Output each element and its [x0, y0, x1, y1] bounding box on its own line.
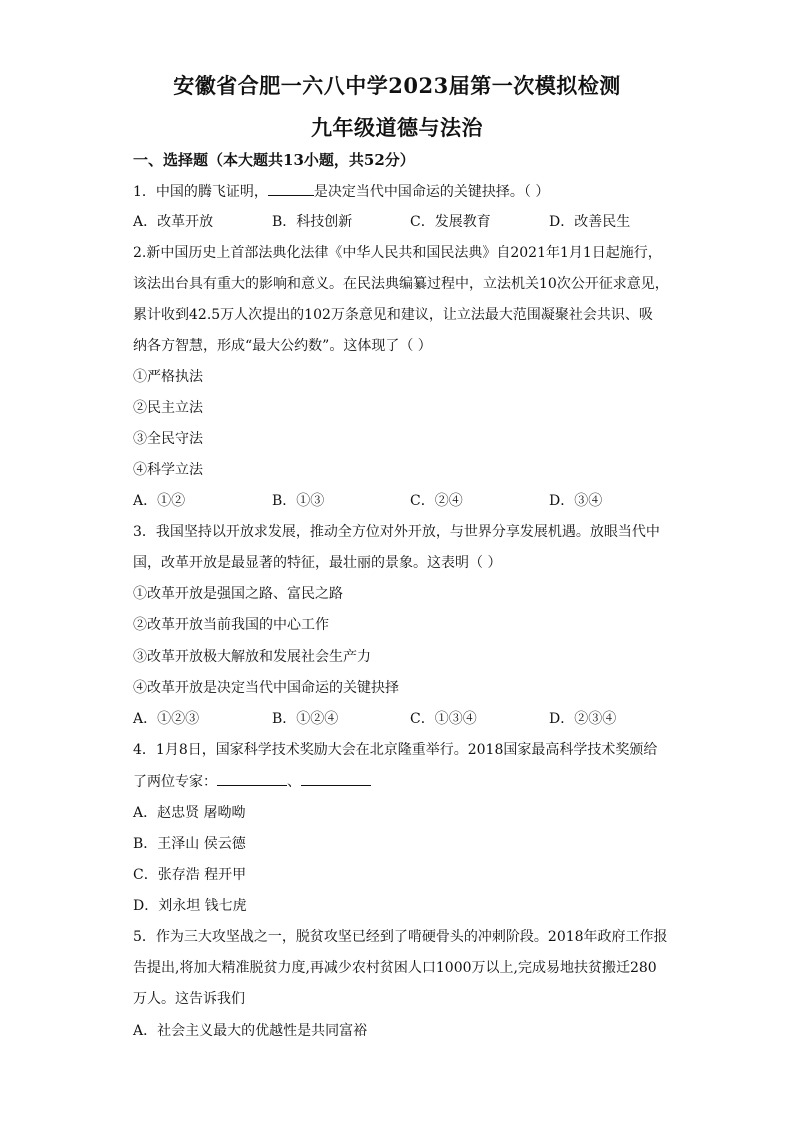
question-5-line: 5．作为三大攻坚战之一，脱贫攻坚已经到了啃硬骨头的冲刺阶段。2018年政府工作报 [133, 929, 668, 945]
question-3-line: 3．我国坚持以开放求发展，推动全方位对外开放，与世界分享发展机遇。放眼当代中 [133, 524, 660, 540]
q5-option-a: A．社会主义最大的优越性是共同富裕 [133, 1023, 368, 1039]
q2-option-a: A．①② [133, 493, 186, 509]
q1-option-d: D．改善民生 [549, 214, 631, 230]
q3-item: ②改革开放当前我国的中心工作 [133, 617, 329, 633]
q1-option-c: C．发展教育 [410, 214, 491, 230]
question-2-line: 纳各方智慧，形成“最大公约数”。这体现了（ ） [133, 338, 432, 354]
question-3-line: 国，改革开放是最显著的特征，最壮丽的景象。这表明（ ） [133, 555, 502, 571]
question-2-line: 2.新中国历史上首部法典化法律《中华人民共和国民法典》自2021年1月1日起施行， [133, 245, 662, 261]
q4-option-d: D．刘永坦 钱七虎 [133, 898, 247, 914]
q2-item: ④科学立法 [133, 462, 203, 478]
section-heading: 一、选择题（本大题共13小题，共52分） [133, 151, 415, 169]
q4-option-a: A．赵忠贤 屠呦呦 [133, 805, 246, 821]
q1-option-a: A．改革开放 [133, 214, 214, 230]
exam-title: 安徽省合肥一六八中学2023届第一次模拟检测 [173, 73, 621, 98]
q3-item: ①改革开放是强国之路、富民之路 [133, 586, 343, 602]
question-2-line: 累计收到42.5万人次提出的102万条意见和建议，让立法最大范围凝聚社会共识、吸 [133, 307, 653, 323]
question-5-line: 万人。这告诉我们 [133, 991, 245, 1007]
q3-option-b: B．①②④ [272, 711, 339, 727]
q2-item: ①严格执法 [133, 369, 203, 385]
q3-item: ④改革开放是决定当代中国命运的关键抉择 [133, 680, 399, 696]
answer-blank [217, 771, 287, 786]
q2-item: ③全民守法 [133, 431, 203, 447]
question-4-line: 了两位专家： 、 [133, 771, 371, 792]
exam-subtitle: 九年级道德与法治 [311, 115, 483, 140]
q2-option-b: B．①③ [272, 493, 325, 509]
q2-option-d: D．③④ [549, 493, 603, 509]
q4-option-b: B．王泽山 侯云德 [133, 836, 246, 852]
q2-item: ②民主立法 [133, 400, 203, 416]
q3-option-d: D．②③④ [549, 711, 617, 727]
question-4-line: 4．1月8日，国家科学技术奖励大会在北京隆重举行。2018国家最高科学技术奖颁给 [133, 742, 658, 758]
question-1-stem: 1．中国的腾飞证明， 是决定当代中国命运的关键抉择。（ ） [133, 181, 549, 202]
q3-item: ③改革开放极大解放和发展社会生产力 [133, 649, 371, 665]
answer-blank [301, 771, 371, 786]
question-5-line: 告提出,将加大精准脱贫力度,再减少农村贫困人口1000万以上,完成易地扶贫搬迁280 [133, 960, 657, 976]
answer-blank [268, 181, 314, 196]
q3-option-a: A．①②③ [133, 711, 200, 727]
q2-option-c: C．②④ [410, 493, 463, 509]
q3-option-c: C．①③④ [410, 711, 477, 727]
question-2-line: 该法出台具有重大的影响和意义。在民法典编纂过程中，立法机关10次公开征求意见， [133, 276, 669, 292]
q1-option-b: B．科技创新 [272, 214, 353, 230]
q4-option-c: C．张存浩 程开甲 [133, 867, 247, 883]
